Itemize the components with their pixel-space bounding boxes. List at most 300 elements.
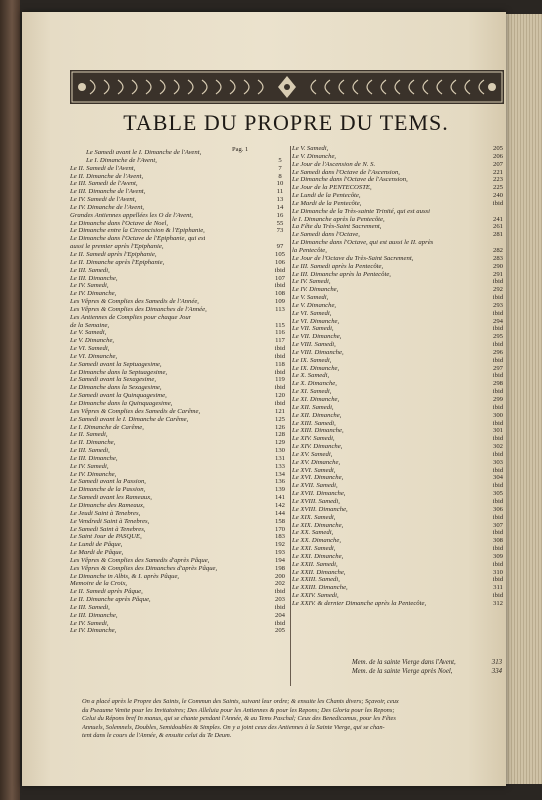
entry-title: Le Samedi Saint à Tenebres,: [70, 525, 146, 533]
index-entry: [70, 463, 292, 471]
entry-title: Le XXI. Samedi,: [292, 545, 336, 553]
entry-page: 7: [278, 164, 282, 172]
entry-title: Le XVIII. Samedi,: [292, 497, 340, 505]
entry-page: 8: [278, 172, 282, 180]
entry-page: [488, 208, 508, 216]
entry-title: Le V. Samedi,: [292, 145, 329, 152]
entry-title: Le V. Samedi,: [70, 329, 107, 337]
entry-page: 283: [492, 254, 504, 262]
index-entry: [292, 553, 508, 561]
entry-page: 309: [492, 552, 504, 560]
index-entry: [70, 627, 292, 635]
entry-page: 133: [274, 462, 286, 470]
entry-title: Le VI. Samedi,: [70, 345, 110, 353]
index-entry: [70, 329, 292, 337]
entry-page: 119: [275, 376, 285, 384]
index-entry: [70, 314, 292, 322]
index-entry: [70, 486, 292, 494]
entry-page: ibid: [492, 309, 504, 317]
entry-title: Le Dimanche dans l'Octave, qui est aussi le II. après: [292, 239, 434, 247]
entry-page: 202: [274, 580, 286, 588]
entry-page: 306: [492, 505, 504, 513]
entry-title: Le III. Samedi de l'Avent,: [70, 180, 138, 188]
index-entry: [70, 533, 292, 541]
entry-title: Le II. Samedi après Pâque,: [70, 588, 143, 596]
entry-page: 290: [492, 262, 504, 270]
entry-page: 97: [276, 243, 284, 251]
entry-page: ibid: [492, 419, 504, 427]
entry-title: Le III. Dimanche,: [70, 454, 118, 462]
entry-page: ibid: [274, 282, 286, 290]
index-entry: [292, 514, 508, 522]
index-entry: [70, 290, 292, 298]
index-entry: [70, 282, 292, 290]
index-entry: [70, 478, 292, 486]
index-entry: [70, 376, 292, 384]
entry-page: 223: [492, 176, 504, 184]
entry-page: ibid: [492, 403, 504, 411]
entry-title: Le Lundi de Pâque,: [70, 541, 123, 549]
index-entry: [292, 592, 508, 600]
entry-title: Le Dimanche dans l'Octave de l'Ascension,: [292, 176, 408, 184]
index-entry: [70, 620, 292, 628]
entry-title: Le III. Dimanche après la Pentecôte,: [292, 270, 391, 278]
index-entry: [292, 365, 508, 373]
index-entry: [70, 588, 292, 596]
entry-page: 207: [492, 160, 504, 168]
entry-title: Le IV. Samedi,: [70, 462, 109, 470]
index-entry: [292, 459, 508, 467]
entry-page: 158: [274, 517, 286, 525]
entry-page: ibid: [274, 384, 286, 392]
entry-page: 282: [492, 246, 504, 254]
index-entry: [70, 408, 292, 416]
index-entry: [70, 275, 292, 283]
entry-title: Le XXII. Samedi,: [292, 560, 338, 568]
index-entry: [292, 467, 508, 475]
entry-title: Le IV. Dimanche,: [70, 290, 117, 298]
entry-title: Le I. Dimanche de Carême,: [70, 423, 144, 431]
entry-page: ibid: [274, 345, 286, 353]
index-entry: [292, 208, 508, 216]
entry-title: Le Jour de l'Octave du Très-Saint Sacrement,: [292, 254, 414, 262]
entry-page: 134: [274, 470, 286, 478]
entry-title: Le Mardi de Pâque,: [70, 549, 124, 557]
index-entry: [292, 161, 508, 169]
entry-title: Le XVI. Samedi,: [292, 466, 336, 474]
entry-page: ibid: [492, 199, 504, 207]
entry-title: Le V. Dimanche,: [292, 152, 337, 160]
entry-page: 295: [492, 333, 504, 341]
entry-title: Le XV. Dimanche,: [292, 458, 341, 466]
entry-title: Le IV. Dimanche,: [70, 627, 117, 635]
index-entry: [70, 526, 292, 534]
entry-title: Le XIV. Dimanche,: [292, 443, 343, 451]
entry-title: Le Samedi avant la Septuagesime,: [70, 360, 162, 368]
entry-title: Le II. Dimanche après Pâque,: [70, 596, 151, 604]
entry-page: 311: [493, 584, 503, 592]
entry-page: 128: [274, 431, 286, 439]
index-entry: [70, 267, 292, 275]
entry-page: ibid: [492, 450, 504, 458]
index-entry: [292, 561, 508, 569]
entry-page: ibid: [274, 588, 286, 596]
entry-title: Le XIII. Dimanche,: [292, 427, 344, 435]
entry-title: Le XXIV. Samedi,: [292, 592, 339, 600]
index-entry: [70, 337, 292, 345]
entry-page: 206: [492, 152, 504, 160]
index-entry: [292, 318, 508, 326]
entry-title: La Fête du Très-Saint Sacrement,: [292, 223, 382, 231]
entry-title: Le VII. Samedi,: [292, 325, 334, 333]
entry-title: Le Samedi avant la Passion,: [70, 478, 146, 486]
entry-page: ibid: [492, 435, 504, 443]
index-entry: [70, 188, 292, 196]
page-column-label: Pag. 1: [232, 146, 249, 153]
entry-title: Le X. Dimanche,: [292, 380, 337, 388]
entry-page: 107: [274, 274, 286, 282]
entry-title: Le XVIII. Dimanche,: [292, 505, 348, 513]
entry-title: Le V. Dimanche,: [292, 301, 337, 309]
entry-page: ibid: [274, 619, 286, 627]
entry-page: ibid: [492, 325, 504, 333]
entry-page: 261: [492, 223, 504, 231]
entry-title: Le V. Dimanche,: [70, 337, 115, 345]
entry-title: Le X. Samedi,: [292, 372, 330, 380]
entry-title: Le I. Dimanche de l'Avent,: [86, 156, 157, 164]
entry-page: 115: [275, 321, 285, 329]
index-entry: [70, 157, 292, 165]
entry-title: Le Dimanche dans la Quinquagesime,: [70, 400, 173, 407]
entry-title: Le Samedi avant le I. Dimanche de Carême,: [70, 415, 189, 423]
note-line: Annuels, Solemnels, Doubles, Semidoubles & Simples. On y a joint ceux des Antiennes à la Sainte Vierge, qui se chan-: [82, 723, 385, 731]
entry-page: ibid: [274, 400, 286, 407]
index-entry: [70, 251, 292, 259]
index-entry: [70, 596, 292, 604]
index-entry: [70, 180, 292, 188]
index-entry: [70, 471, 292, 479]
entry-title: Le IX. Samedi,: [292, 356, 332, 364]
entry-page: 240: [492, 192, 504, 200]
index-entry: [70, 243, 292, 251]
entry-title: Le III. Samedi,: [70, 603, 110, 611]
entry-title: Le IV. Samedi,: [70, 282, 109, 290]
entry-title: Le III. Dimanche de l'Avent,: [70, 188, 146, 196]
index-entry: [70, 573, 292, 581]
entry-title: Le XIX. Dimanche,: [292, 521, 344, 529]
entry-title: Le XXI. Dimanche,: [292, 552, 344, 560]
entry-title: Le III. Dimanche,: [70, 274, 118, 282]
entry-title: Le IV. Samedi,: [70, 619, 109, 627]
entry-page: 297: [492, 364, 504, 372]
index-entry: [70, 165, 292, 173]
entry-title: Mem. de la sainte Vierge dans l'Avent,: [352, 659, 456, 666]
index-entry: [292, 333, 508, 341]
index-entry: [292, 216, 508, 224]
index-entry: [70, 541, 292, 549]
entry-title: Le Dimanche in Albis, & I. après Pâque,: [70, 572, 180, 580]
index-entry: [292, 278, 508, 286]
index-entry: [70, 557, 292, 565]
entry-title: Le XII. Dimanche,: [292, 411, 342, 419]
entry-title: Le Jeudi Saint à Tenebres,: [70, 509, 141, 517]
entry-title: Le II. Samedi,: [70, 431, 108, 439]
entry-page: 308: [492, 537, 504, 545]
index-entry: [292, 498, 508, 506]
entry-title: Le Samedi avant la Quinquagesime,: [70, 392, 167, 400]
entry-page: [268, 149, 292, 157]
entry-title: le I. Dimanche après la Pentecôte,: [292, 215, 385, 223]
entry-page: [268, 235, 292, 243]
note-line: Celui du Répons bref In manus, qui se chante pendant l'Année, & au Tems Paschal; Ceux des Benedicamus, pour les Fêtes: [82, 715, 396, 723]
entry-title: Le III. Dimanche,: [70, 611, 118, 619]
entry-page: 305: [492, 490, 504, 498]
index-entry: [70, 322, 292, 330]
index-entry: [70, 518, 292, 526]
entry-title: Le XI. Samedi,: [292, 388, 332, 396]
index-entry: [292, 286, 508, 294]
index-entry: [292, 192, 508, 200]
entry-title: Le Lundi de la Pentecôte,: [292, 192, 361, 200]
entry-page: [268, 314, 292, 322]
entry-title: Le XVII. Samedi,: [292, 482, 338, 490]
entry-title: Le Dimanche des Rameaux,: [70, 501, 145, 509]
entry-page: 136: [274, 478, 286, 486]
entry-title: Les Vêpres & Complies des Dimanches de l'Année,: [70, 305, 207, 313]
index-entry: [292, 569, 508, 577]
entry-page: 120: [274, 392, 286, 400]
entry-title: Le II. Dimanche,: [70, 439, 116, 447]
entry-page: ibid: [492, 482, 504, 490]
entry-page: 281: [492, 231, 504, 239]
note-line: du Pseaume Venite pour les Invitatoires; Des Alleluia pour les Antiennes & pour les Repons; Des Gloria pour les Repons;: [82, 706, 395, 714]
entry-page: 106: [274, 258, 286, 266]
entry-title: Grandes Antiennes appellées les O de l'Avent,: [70, 211, 193, 219]
entry-title: Le VIII. Dimanche,: [292, 348, 344, 356]
entry-page: 130: [274, 447, 286, 455]
index-entry: [292, 231, 508, 239]
index-entry: [292, 325, 508, 333]
entry-title: Le Dimanche dans l'Octave de l'Epiphanie, qui est: [70, 235, 206, 243]
entry-page: 113: [275, 305, 285, 313]
entry-page: 312: [492, 599, 504, 607]
entry-page: ibid: [492, 513, 504, 521]
entry-page: 303: [492, 458, 504, 466]
entry-title: Le XXIII. Dimanche,: [292, 584, 348, 592]
entry-page: 204: [274, 611, 286, 619]
entry-page: 300: [492, 411, 504, 419]
entry-title: Le XX. Samedi,: [292, 529, 334, 537]
page-edges: [505, 14, 542, 784]
index-entry: [70, 227, 292, 235]
entry-page: 16: [276, 211, 284, 219]
index-entry: [292, 490, 508, 498]
right-index-column: [292, 145, 508, 608]
index-entry: [70, 306, 292, 314]
index-entry: [292, 482, 508, 490]
entry-title: Le VIII. Samedi,: [292, 341, 336, 349]
index-entry: [292, 388, 508, 396]
entry-page: ibid: [492, 341, 504, 349]
entry-title: Le Jour de la PENTECOSTE,: [292, 184, 372, 192]
entry-page: 10: [276, 180, 284, 188]
index-entry: [292, 600, 508, 608]
index-entry: [70, 612, 292, 620]
entry-title: aussi le premier après l'Epiphanie,: [70, 243, 164, 251]
entry-page: 73: [276, 227, 284, 235]
entry-page: 139: [274, 486, 286, 494]
entry-page: ibid: [492, 592, 504, 600]
index-entry: [70, 353, 292, 361]
entry-title: Le XII. Samedi,: [292, 403, 334, 411]
index-entry: [70, 455, 292, 463]
index-entry: [292, 200, 508, 208]
index-entry: [292, 153, 508, 161]
entry-title: Le Jour de l'Ascension de N. S.: [292, 160, 376, 168]
entry-page: 14: [276, 203, 284, 211]
entry-title: Les Vêpres & Complies des Dimanches d'après Pâque,: [70, 564, 218, 572]
entry-page: 55: [276, 219, 284, 227]
index-entry: [70, 345, 292, 353]
entry-page: 117: [275, 337, 285, 345]
note-line: tent dans le cours de l'Année, & ensuite celui du Te Deum.: [82, 732, 232, 740]
entry-page: 301: [492, 427, 504, 435]
entry-page: 294: [492, 317, 504, 325]
book-page: [22, 12, 506, 786]
note-line: On a placé après le Propre des Saints, le Commun des Saints, suivant leur ordre; & ensuite les Chants divers; Sçavoir, ceux: [82, 698, 399, 705]
entry-title: Le IV. Samedi de l'Avent,: [70, 196, 137, 204]
entry-title: Le IV. Samedi,: [292, 278, 331, 286]
index-entry: [292, 506, 508, 514]
index-entry: [292, 427, 508, 435]
entry-page: 183: [274, 533, 286, 541]
entry-page: ibid: [492, 545, 504, 553]
entry-title: Mem. de la sainte Vierge après Noel,: [352, 668, 453, 675]
index-entry: [70, 431, 292, 439]
entry-page: 170: [274, 525, 286, 533]
index-entry: [70, 580, 292, 588]
entry-title: de la Semaine,: [70, 321, 110, 329]
entry-page: 11: [276, 188, 284, 196]
entry-title: Le VI. Dimanche,: [292, 317, 340, 325]
entry-page: 144: [274, 509, 286, 517]
entry-page: 304: [492, 474, 504, 482]
entry-page: 13: [276, 196, 284, 204]
entry-title: Le IV. Dimanche de l'Avent,: [70, 203, 145, 211]
entry-page: ibid: [274, 266, 286, 274]
entry-page: 299: [492, 396, 504, 403]
index-entry: [70, 424, 292, 432]
entry-page: 108: [274, 290, 286, 298]
index-entry: [70, 173, 292, 181]
entry-page: 194: [274, 556, 286, 564]
entry-title: Le IV. Dimanche,: [70, 470, 117, 478]
index-entry: [70, 361, 292, 369]
entry-title: Le XI. Dimanche,: [292, 396, 340, 403]
index-entry: [70, 565, 292, 573]
index-entry: [292, 537, 508, 545]
index-entry: [292, 357, 508, 365]
index-entry: [292, 443, 508, 451]
index-entry: [292, 302, 508, 310]
entry-page: ibid: [492, 372, 504, 380]
entry-title: Le XIX. Samedi,: [292, 513, 336, 521]
index-entry: [292, 169, 508, 177]
index-entry: [70, 416, 292, 424]
entry-page: 334: [491, 668, 502, 675]
index-entry: [292, 412, 508, 420]
index-entry: [292, 474, 508, 482]
index-entry: [70, 235, 292, 243]
entry-page: 125: [274, 415, 286, 423]
entry-page: 302: [492, 443, 504, 451]
index-entry: [292, 341, 508, 349]
index-entry: [292, 271, 508, 279]
index-entry: [70, 212, 292, 220]
entry-page: 198: [274, 564, 286, 572]
entry-page: ibid: [492, 497, 504, 505]
entry-title: Le Mardi de la Pentecôte,: [292, 199, 362, 207]
index-entry: [292, 176, 508, 184]
entry-title: Le XXII. Dimanche,: [292, 568, 346, 576]
entry-title: la Pentecôte,: [292, 246, 327, 254]
index-entry: [70, 494, 292, 502]
entry-page: 221: [492, 168, 504, 176]
entry-page: 313: [491, 659, 502, 666]
book-spine: [0, 0, 20, 800]
index-entry: [70, 369, 292, 377]
entry-title: Le Samedi dans l'Octave de l'Ascension,: [292, 168, 400, 176]
index-entry: [292, 522, 508, 530]
entry-page: 310: [492, 568, 504, 576]
entry-page: ibid: [492, 388, 504, 396]
index-entry: [70, 196, 292, 204]
entry-title: Le VI. Samedi,: [292, 309, 332, 317]
entry-page: 241: [492, 215, 504, 223]
entry-title: Le II. Dimanche de l'Avent,: [70, 172, 144, 180]
index-entry: [292, 404, 508, 412]
index-entry: [292, 223, 508, 231]
memoires-list: [352, 658, 502, 676]
entry-title: Le XXIII. Samedi,: [292, 576, 340, 584]
index-entry: [292, 310, 508, 318]
entry-title: Le Saint Jour de PASQUE,: [70, 533, 142, 541]
entry-page: 193: [274, 549, 286, 557]
entry-page: 142: [274, 501, 286, 509]
index-entry: [292, 263, 508, 271]
entry-title: Le XXIV. & dernier Dimanche après la Pentecôte,: [292, 599, 427, 607]
entry-page: ibid: [492, 529, 504, 537]
index-entry: [70, 259, 292, 267]
index-entry: [292, 380, 508, 388]
entry-title: Les Vêpres & Complies des Samedis de Carême,: [70, 407, 201, 415]
entry-title: Les Vêpres & Complies des Samedis de l'Année,: [70, 298, 199, 306]
entry-title: Le III. Samedi après la Pentecôte,: [292, 262, 384, 270]
entry-page: 205: [492, 145, 504, 152]
entry-page: ibid: [492, 560, 504, 568]
entry-page: ibid: [492, 278, 504, 286]
entry-title: Le III. Samedi,: [70, 447, 110, 455]
entry-title: Le III. Samedi,: [70, 266, 110, 274]
entry-page: ibid: [492, 466, 504, 474]
entry-page: 192: [274, 541, 286, 549]
entry-page: ibid: [492, 356, 504, 364]
index-entry: [292, 529, 508, 537]
entry-title: Le Samedi avant les Rameaux,: [70, 494, 152, 502]
entry-page: 292: [492, 286, 504, 294]
entry-title: Memoire de la Croix,: [70, 580, 128, 588]
index-entry: [70, 439, 292, 447]
